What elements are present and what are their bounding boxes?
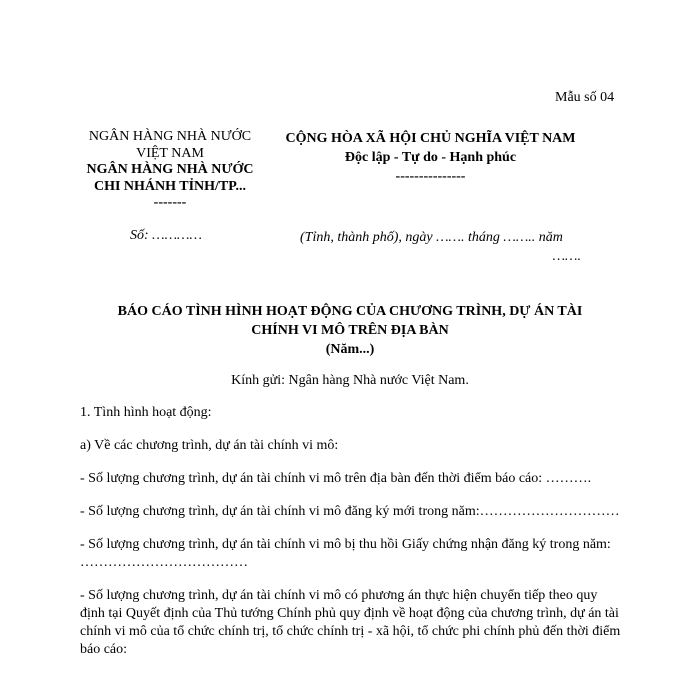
agency-name-line1: NGÂN HÀNG NHÀ NƯỚC — [88, 129, 252, 144]
list-item-new-registrations: - Số lượng chương trình, dự án tài chính vi mô đăng ký mới trong năm:………………………… — [80, 504, 620, 519]
title-year: (Năm...) — [325, 342, 375, 357]
national-motto: Độc lập - Tự do - Hạnh phúc — [344, 150, 517, 165]
country-name: CỘNG HÒA XÃ HỘI CHỦ NGHĨA VIỆT NAM — [285, 131, 576, 146]
title-line2: CHÍNH VI MÔ TRÊN ĐỊA BÀN — [251, 323, 449, 338]
agency-separator: ------- — [153, 195, 187, 210]
issuing-agency-header — [80, 129, 260, 212]
list-item-transition-plans: - Số lượng chương trình, dự án tài chính vi mô có phương án thực hiện chuyển tiếp theo quy định tại Quyết định của Thủ tướng Chính phủ quy định về hoạt động của chương trình, dự án tài chính vi mô của tổ chức chính trị, tổ chức chính trị - xã hội, tổ chức phi chính phủ đến thời điểm báo cáo: — [80, 588, 621, 657]
agency-branch-line2: CHI NHÁNH TỈNH/TP... — [93, 178, 247, 194]
document-number: Số: ………… — [130, 228, 202, 243]
date-line1: (Tỉnh, thành phố), ngày ……. tháng …….. năm — [300, 230, 563, 245]
report-title — [90, 302, 610, 359]
motto-separator: --------------- — [395, 169, 466, 184]
date-place — [300, 228, 585, 266]
title-line1: BÁO CÁO TÌNH HÌNH HOẠT ĐỘNG CỦA CHƯƠNG TRÌNH, DỰ ÁN TÀI — [117, 304, 583, 319]
agency-name-line2: VIỆT NAM — [136, 145, 204, 161]
section-heading-activity: 1. Tình hình hoạt động: — [80, 405, 212, 420]
report-body — [80, 404, 622, 674]
date-line2: ……. — [552, 249, 581, 264]
form-number: Mẫu số 04 — [555, 90, 615, 105]
list-item-program-count: - Số lượng chương trình, dự án tài chính vi mô trên địa bàn đến thời điểm báo cáo: ………. — [80, 471, 592, 486]
recipient-line: Kính gửi: Ngân hàng Nhà nước Việt Nam. — [231, 373, 469, 388]
list-item-revoked-certificates: - Số lượng chương trình, dự án tài chính vi mô bị thu hồi Giấy chứng nhận đăng ký trong năm: ……………………………… — [80, 537, 611, 570]
national-header — [268, 129, 593, 186]
subsection-programs: a) Về các chương trình, dự án tài chính vi mô: — [80, 438, 339, 453]
agency-branch-line1: NGÂN HÀNG NHÀ NƯỚC — [86, 162, 254, 177]
